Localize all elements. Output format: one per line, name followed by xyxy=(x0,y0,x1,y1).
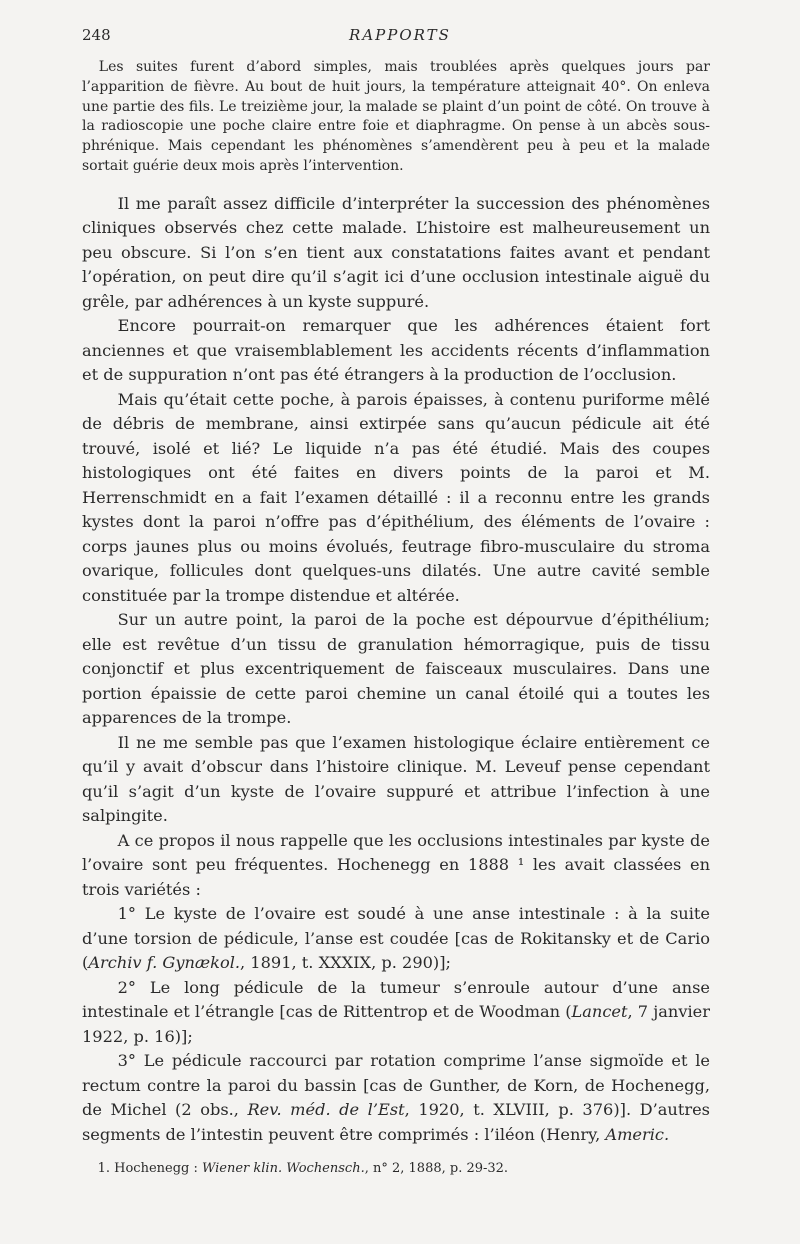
paragraph: Sur un autre point, la paroi de la poche est dépourvue d’épithélium; elle est revêtue d’un tissu de granulation hémorragique, puis de tissu conjonctif et plus excentriquement de faisceaux musculaires. Dans une portion épaissie de cette paroi chemine un canal étoilé qui a toutes les apparences de la trompe. xyxy=(82,610,710,728)
paragraph: Mais qu’était cette poche, à parois épaisses, à contenu puriforme mêlé de débris de membrane, ainsi extirpée sans qu’aucun pédicule ait été trouvé, isolé et lié? Le liquide n’a pas été étudié. Mais des coupes histologiques ont été faites en divers points de la paroi et M. Herrenschmidt en a fait l’examen détaillé : il a reconnu entre les grands kystes dont la paroi n’offre pas d’épithélium, des éléments de l’ovaire : corps jaunes plus ou moins évolués, feutrage fibro-musculaire du stroma ovarique, follicules dont quelques-uns dilatés. Une autre cavité semble constituée par la trompe distendue et altérée. xyxy=(82,389,710,605)
list-item: 2° Le long pédicule de la tumeur s’enroule autour d’une anse intestinale et l’étrangle [cas de Rittentrop et de Woodman (Lancet, 7 janvier 1922, p. 16)]; xyxy=(82,977,710,1046)
running-title: RAPPORTS xyxy=(349,26,451,44)
case-report-text xyxy=(82,58,710,177)
list-item: 1° Le kyste de l’ovaire est soudé à une anse intestinale : à la suite d’une torsion de pédicule, l’anse est coudée [cas de Rokitansky et de Cario (Archiv f. Gynækol., 1891, t. XXXIX, p. 290)]; xyxy=(82,904,710,973)
paragraph: Il ne me semble pas que l’examen histologique éclaire entièrement ce qu’il y avait d’obscur dans l’histoire clinique. M. Leveuf pense cependant qu’il s’agit d’un kyste de l’ovaire suppuré et attribue l’infection à une salpingite. xyxy=(82,732,710,826)
paragraph: Encore pourrait-on remarquer que les adhérences étaient fort anciennes et que vraisemblablement les accidents récents d’inflammation et de suppuration n’ont pas été étrangers à la production de l’occlusion. xyxy=(82,316,710,385)
footnote: 1. Hochenegg : Wiener klin. Wochensch., n° 2, 1888, p. 29-32. xyxy=(97,1161,509,1176)
page-header xyxy=(0,26,800,50)
paragraph: Les suites furent d’abord simples, mais troublées après quelques jours par l’apparition de fièvre. Au bout de huit jours, la température atteignait 40°. On enleva une partie des fils. Le treizième jour, la malade se plaint d’un point de côté. On trouve à la radioscopie une poche claire entre foie et diaphragme. On pense à un abcès sous-phrénique. Mais cependant les phénomènes s’amendèrent peu à peu et la malade sortait guérie deux mois après l’intervention. xyxy=(82,59,710,174)
list-item: 3° Le pédicule raccourci par rotation comprime l’anse sigmoïde et le rectum contre la paroi du bassin [cas de Gunther, de Korn, de Hochenegg, de Michel (2 obs., Rev. méd. de l’Est, 1920, t. XLVIII, p. 376)]. D’autres segments de l’intestin peuvent être comprimés : l’iléon (Henry, Americ. xyxy=(82,1051,710,1144)
body-text xyxy=(82,58,710,1147)
paragraph: Il me paraît assez difficile d’interpréter la succession des phénomènes cliniques observés chez cette malade. L’histoire est malheureusement un peu obscure. Si l’on s’en tient aux constatations faites avant et pendant l’opération, on peut dire qu’il s’agit ici d’une occlusion intestinale aiguë du grêle, par adhérences à un kyste suppuré. xyxy=(82,193,710,311)
discussion-text xyxy=(82,192,710,1148)
paragraph: A ce propos il nous rappelle que les occlusions intestinales par kyste de l’ovaire sont peu fréquentes. Hochenegg en 1888 ¹ les avait classées en trois variétés : xyxy=(82,830,710,899)
page-number: 248 xyxy=(82,26,111,44)
